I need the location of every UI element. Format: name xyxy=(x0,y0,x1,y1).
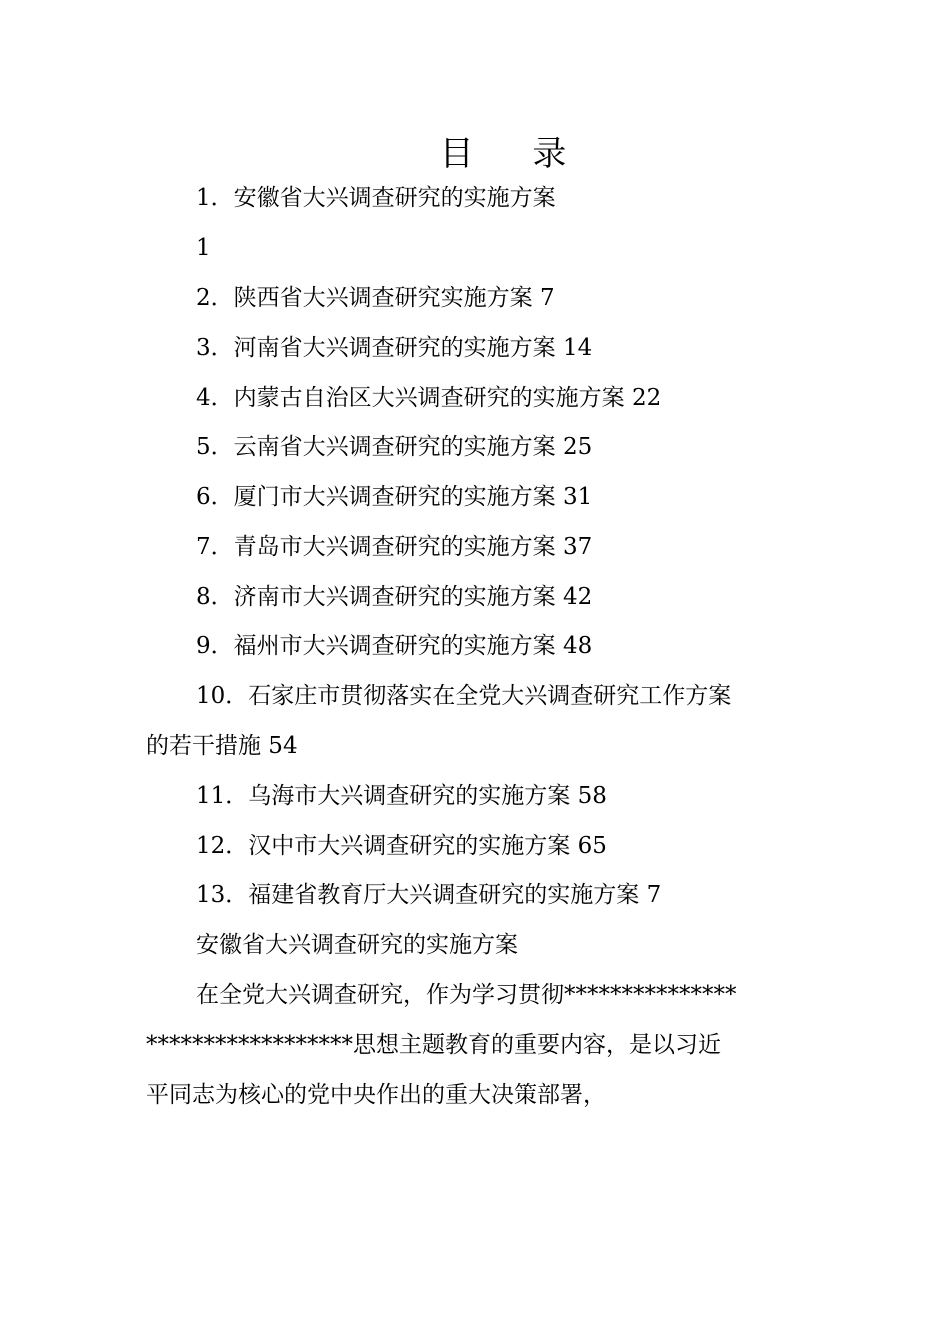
toc-entry-8: 8．济南市大兴调查研究的实施方案 42 xyxy=(196,584,593,610)
toc-entry-7: 7．青岛市大兴调查研究的实施方案 37 xyxy=(196,534,593,560)
toc-entry-12: 12．汉中市大兴调查研究的实施方案 65 xyxy=(196,833,607,859)
toc-entry-4: 4．内蒙古自治区大兴调查研究的实施方案 22 xyxy=(196,385,662,411)
toc-entry-10-continued: 的若干措施 54 xyxy=(146,733,298,759)
toc-entry-5: 5．云南省大兴调查研究的实施方案 25 xyxy=(196,434,593,460)
toc-entry-3: 3．河南省大兴调查研究的实施方案 14 xyxy=(196,335,593,361)
toc-entry-10: 10．石家庄市贯彻落实在全党大兴调查研究工作方案 xyxy=(196,683,732,709)
section-heading: 安徽省大兴调查研究的实施方案 xyxy=(196,932,518,958)
toc-title: 目 录 xyxy=(439,134,591,174)
toc-entry-11: 11．乌海市大兴调查研究的实施方案 58 xyxy=(196,783,607,809)
toc-entry-13: 13．福建省教育厅大兴调查研究的实施方案 7 xyxy=(196,882,662,908)
body-paragraph-line-3: 平同志为核心的党中央作出的重大决策部署， xyxy=(146,1082,606,1108)
body-paragraph-line-2: ******************思想主题教育的重要内容，是以习近 xyxy=(146,1032,721,1058)
body-paragraph-line-1: 在全党大兴调查研究，作为学习贯彻*************** xyxy=(196,982,737,1008)
toc-entry-1: 1．安徽省大兴调查研究的实施方案 xyxy=(196,185,556,211)
toc-entry-2: 2．陕西省大兴调查研究实施方案 7 xyxy=(196,285,555,311)
toc-entry-9: 9．福州市大兴调查研究的实施方案 48 xyxy=(196,633,593,659)
toc-entry-1-page: 1 xyxy=(196,235,211,261)
toc-entry-6: 6．厦门市大兴调查研究的实施方案 31 xyxy=(196,484,593,510)
